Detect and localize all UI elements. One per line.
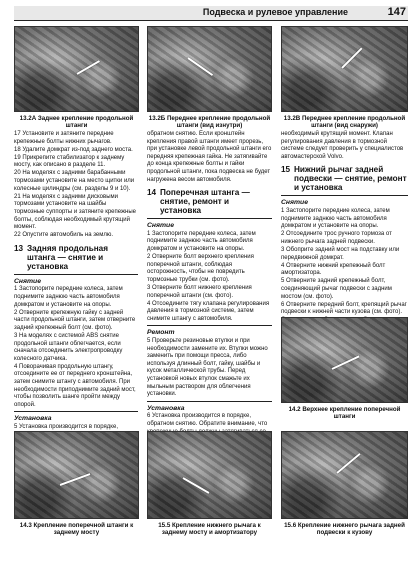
text-column-1: [14, 131, 138, 432]
photo-14-3: [14, 431, 139, 519]
caption-14-2: 14.2 Верхнее крепление поперечной штанги: [288, 406, 401, 421]
paragraph: 5 Проверьте резиновые втулки и при необходимости замените их. Втулки можно заменить при помощи пресса, либо используя длинный болт, гайку, шайбы и кусок металлической трубы. Перед установкой новых втулок смажьте их мыльным раствором для облегчения установки.: [147, 337, 268, 398]
caption-14-3: 14.3 Крепление поперечной штанги к заднему мосту: [19, 522, 134, 537]
caption-15-6: 15.6 Крепление нижнего рычага задней подвески к кузову: [284, 522, 405, 537]
page-header: [14, 6, 408, 21]
paragraph: 2 Отверните болт верхнего крепления поперечной штанги, соблюдая осторожность, чтобы не повредить тормозные трубки (см. фото).: [147, 254, 254, 283]
photo-15-5: [147, 431, 272, 519]
photo-13-2v: [281, 26, 408, 112]
caption-13-2a: 13.2А Заднее крепление продольной штанги: [19, 115, 134, 130]
subheading-removal: Снятие: [281, 199, 308, 207]
page-number: 147: [387, 6, 406, 18]
subheading-removal: Снятие: [14, 277, 41, 285]
section-heading-13: [14, 244, 138, 271]
paragraph: 4 Поворачивая продольную штангу, отсоедините ее от переднего кронштейна, затем снимите штангу с автомобиля. При необходимости приподнимите задний мост, чтобы позволить шанге пройти между опорой.: [14, 363, 136, 408]
caption-15-5: 15.5 Крепление нижнего рычага к заднему мосту и амортизатору: [158, 522, 261, 537]
paragraph: 1 Застопорите передние колеса, затем поднимите заднюю часть автомобиля домкратом и установите на опоры.: [147, 230, 256, 252]
caption-13-2v: 13.2В Переднее крепление продольной штанги (вид снаружи): [283, 115, 406, 130]
section-number: 13: [14, 243, 24, 253]
paragraph: 5 Отверните задний крепежный болт, соединяющий рычаг подвески с задним мостом (см. фото).: [281, 278, 392, 300]
paragraph: 18 Удалите домкрат из-под заднего моста.: [14, 146, 133, 153]
paragraph: 6 Установка производится в порядке, обратном снятию. Обратите внимание, что: [147, 413, 268, 427]
photo-13-2a: [14, 26, 139, 112]
paragraph: 1 Застопорите передние колеса, затем поднимите заднюю часть автомобиля домкратом и установите на опоры.: [281, 207, 390, 230]
divider: [147, 401, 272, 402]
photo-15-6: [281, 431, 408, 519]
section-heading-14: [147, 188, 272, 215]
paragraph: обратном снятию. Если кронштейн крепления правой штанги имеет прорезь, при установке левой продольной штанги его передняя крепежная гайка. Не затягивайте до конца крепежные болты и гайки продольной штанги, пока подвеска не будет нагружена весом автомобиля.: [147, 131, 272, 183]
paragraph: 3 На моделях с системой ABS снятие продольной штанги облегчается, если сначала отсоединить электропроводку колесного датчика.: [14, 332, 123, 362]
chapter-title: Подвеска и рулевое управление: [202, 7, 348, 17]
section-title: Задняя продольная штанга — снятие и установка: [27, 243, 108, 271]
divider: [14, 274, 138, 275]
paragraph: 4 Отсоедините тягу клапана регулирования давления в тормозной системе, затем снимите штангу с автомобиля.: [147, 300, 270, 322]
subheading-repair: Ремонт: [147, 329, 175, 337]
divider: [147, 218, 272, 219]
section-heading-15: [281, 165, 408, 192]
paragraph: 20 На моделях с задними барабанными тормозами установите на место щитки или колесные цилиндры (см. разделы 9 и 10).: [14, 170, 135, 192]
subheading-removal: Снятие: [147, 222, 174, 230]
photo-13-2b: [147, 26, 272, 112]
section-title: Нижний рычаг задней подвески — снятие, ремонт и установка: [294, 165, 407, 193]
caption-13-2b: 13.2Б Переднее крепление продольной штанги (вид изнутри): [148, 115, 271, 130]
paragraph: 1 Застопорите передние колеса, затем поднимите заднюю часть автомобиля домкратом и установите на опоры.: [14, 286, 123, 308]
paragraph: 21 На моделях с задними дисковыми тормозами установите на шайбы тормозные суппорты и затяните крепежные болты, соблюдая необходимый крутящий момент.: [14, 193, 137, 231]
paragraph: необходимый крутящий момент. Клапан регулирования давления в тормозной системе следует проверить у специалистов автомастерской Volvo.: [281, 131, 404, 160]
paragraph: 6 Отверните передний болт, крепящий рычаг подвески к нижней части кузова (см. фото).: [281, 301, 407, 316]
paragraph: 22 Опустите автомобиль на землю.: [14, 232, 114, 239]
paragraph: 2 Отсоедините трос ручного тормоза от нижнего рычага задней подвески.: [281, 231, 392, 245]
subheading-install: Установка: [14, 415, 52, 423]
paragraph: 17 Установите и затяните передние крепежные болты нижних рычагов.: [14, 131, 114, 145]
paragraph: 3 Отверните болт нижнего крепления поперечной штанги (см. фото).: [147, 284, 252, 299]
subheading-install: Установка: [147, 404, 185, 412]
divider: [14, 411, 138, 412]
paragraph: 2 Отверните крепежную гайку с задней части продольной штанги, затем отверните задний крепежный болт (см. фото).: [14, 309, 136, 331]
section-number: 15: [281, 165, 291, 175]
text-column-2: [147, 131, 272, 452]
photo-14-2: [281, 317, 408, 403]
divider: [281, 195, 408, 196]
paragraph: 5 Установка производится в порядке,: [14, 424, 118, 430]
paragraph: 4 Отверните нижний крепежный болт амортизатора.: [281, 262, 386, 277]
paragraph: 19 Прикрепите стабилизатор к заднему мосту, как описано в разделе 11.: [14, 154, 125, 169]
paragraph: 3 Обоприте задний мост на подставку или передвижной домкрат.: [281, 246, 400, 261]
divider: [147, 325, 272, 326]
text-column-3: [281, 131, 408, 332]
section-number: 14: [147, 188, 157, 198]
section-title: Поперечная штанга — снятие, ремонт и установка: [160, 188, 250, 216]
